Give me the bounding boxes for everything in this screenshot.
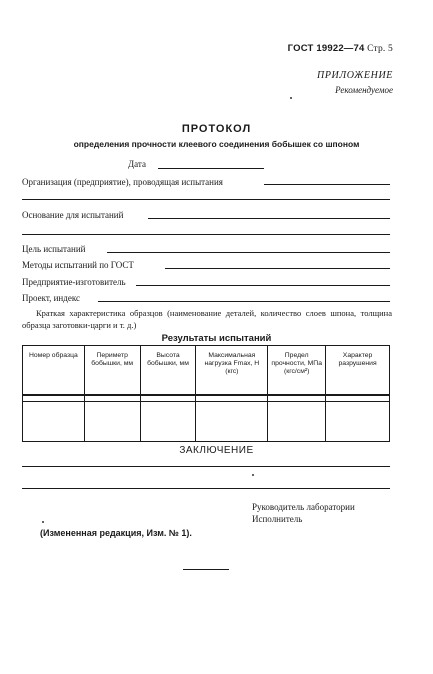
column-header: Максимальная нагрузка Fmax, Н (кгс) bbox=[196, 346, 268, 396]
page-number: Стр. 5 bbox=[367, 44, 393, 54]
table-row bbox=[23, 402, 390, 442]
column-header: Номер образца bbox=[23, 346, 85, 396]
purpose-line[interactable] bbox=[107, 252, 390, 253]
appendix-label: ПРИЛОЖЕНИЕ bbox=[317, 70, 393, 81]
organization-line-2[interactable] bbox=[22, 199, 390, 200]
lab-head-label: Руководитель лаборатории bbox=[252, 502, 355, 512]
protocol-title: ПРОТОКОЛ bbox=[181, 123, 252, 135]
recommended-label: Рекомендуемое bbox=[335, 85, 393, 95]
conclusion-title: ЗАКЛЮЧЕНИЕ bbox=[179, 445, 254, 456]
sample-description-text: Краткая характеристика образцов (наименование деталей, количество слоев шпона, толщина образца заготовки-царги и т. д.) bbox=[22, 308, 392, 330]
manufacturer-line[interactable] bbox=[136, 285, 390, 286]
results-table bbox=[22, 345, 390, 442]
end-dash bbox=[183, 569, 229, 570]
conclusion-line-2[interactable] bbox=[22, 488, 390, 489]
scan-speck bbox=[252, 474, 254, 476]
column-header: Периметр бобышки, мм bbox=[84, 346, 140, 396]
table-cell[interactable] bbox=[140, 402, 196, 442]
methods-line[interactable] bbox=[165, 268, 390, 269]
date-label: Дата bbox=[128, 159, 146, 169]
table-cell[interactable] bbox=[268, 402, 326, 442]
methods-label: Методы испытаний по ГОСТ bbox=[22, 260, 134, 270]
signatures-block bbox=[252, 502, 355, 525]
scan-speck bbox=[290, 97, 292, 99]
column-header: Предел прочности, МПа (кгс/см²) bbox=[268, 346, 326, 396]
column-header: Характер разрушения bbox=[326, 346, 390, 396]
basis-label: Основание для испытаний bbox=[22, 210, 124, 220]
revision-note: (Измененная редакция, Изм. № 1). bbox=[40, 528, 192, 538]
table-cell[interactable] bbox=[196, 402, 268, 442]
project-label: Проект, индекс bbox=[22, 293, 80, 303]
basis-line-2[interactable] bbox=[22, 234, 390, 235]
column-header: Высота бобышки, мм bbox=[140, 346, 196, 396]
organization-label: Организация (предприятие), проводящая испытания bbox=[22, 177, 223, 187]
date-line[interactable] bbox=[158, 168, 264, 169]
table-cell[interactable] bbox=[23, 402, 85, 442]
table-cell[interactable] bbox=[84, 402, 140, 442]
basis-line[interactable] bbox=[148, 218, 390, 219]
organization-line[interactable] bbox=[264, 184, 390, 185]
purpose-label: Цель испытаний bbox=[22, 244, 86, 254]
results-title: Результаты испытаний bbox=[161, 333, 272, 344]
sample-description bbox=[22, 308, 392, 331]
scan-speck bbox=[42, 521, 44, 523]
manufacturer-label: Предприятие-изготовитель bbox=[22, 277, 126, 287]
table-cell[interactable] bbox=[326, 402, 390, 442]
executor-label: Исполнитель bbox=[252, 513, 303, 524]
project-line[interactable] bbox=[98, 301, 390, 302]
protocol-subtitle: определения прочности клеевого соединения бобышек со шпоном bbox=[73, 139, 360, 149]
page-header bbox=[288, 43, 393, 54]
conclusion-line-1[interactable] bbox=[22, 466, 390, 467]
standard-number: ГОСТ 19922—74 bbox=[287, 43, 365, 54]
